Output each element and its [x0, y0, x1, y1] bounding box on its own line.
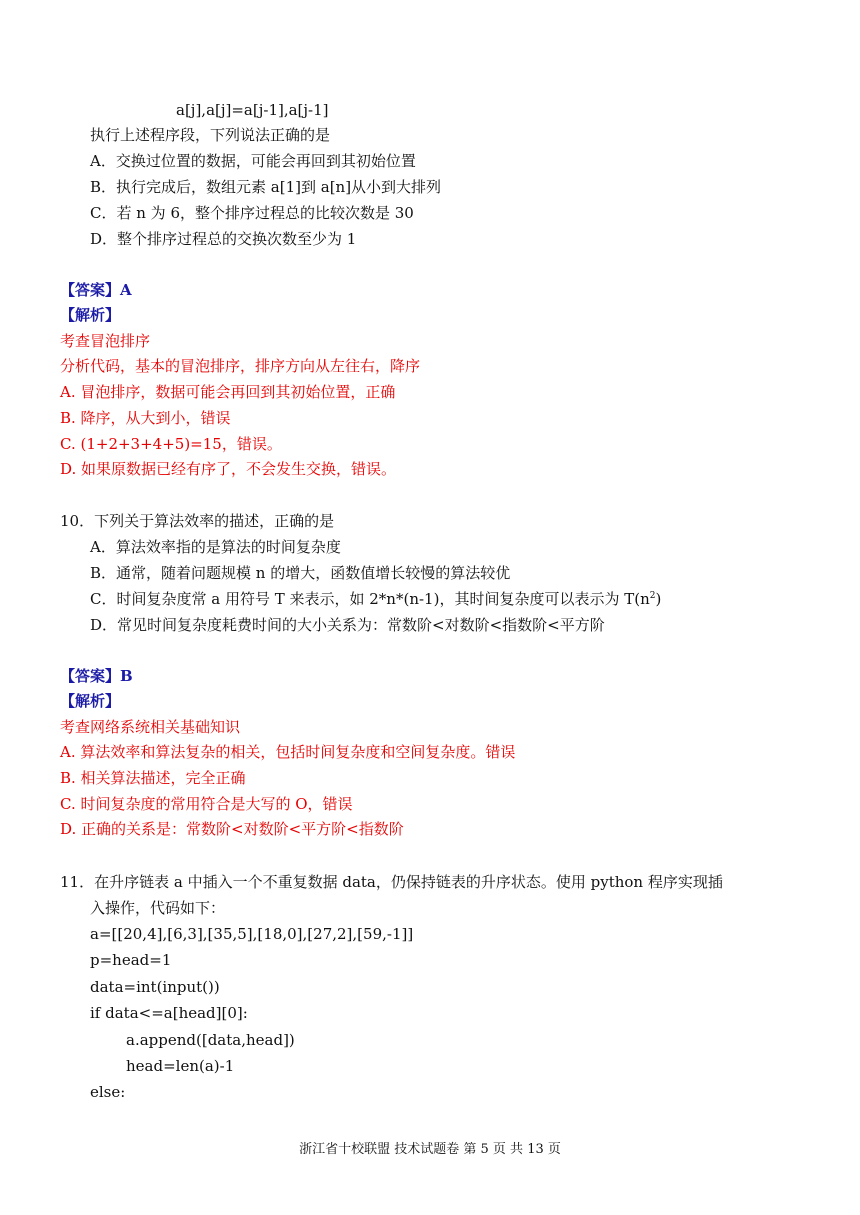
option-c-text: C．时间复杂度常 a 用符号 T 来表示，如 2*n*(n-1)，其时间复杂度可以表示为 T(n	[90, 590, 650, 608]
question-stem: 执行上述程序段，下列说法正确的是	[90, 126, 331, 144]
analysis-line: C. 时间复杂度的常用符合是大写的 O，错误	[60, 795, 353, 813]
analysis-line: 分析代码，基本的冒泡排序，排序方向从左往右，降序	[60, 357, 421, 375]
option-c	[90, 588, 661, 610]
question-stem-cont: 入操作，代码如下：	[90, 899, 226, 917]
question-stem: 10．下列关于算法效率的描述，正确的是	[60, 512, 335, 530]
analysis-line: C. (1+2+3+4+5)=15，错误。	[60, 435, 282, 453]
code-line: data=int(input())	[90, 978, 220, 996]
analysis-line: A. 冒泡排序，数据可能会再回到其初始位置，正确	[60, 383, 396, 401]
code-line: a[j],a[j]=a[j-1],a[j-1]	[176, 101, 329, 119]
analysis-label: 【解析】	[60, 306, 121, 324]
analysis-line: A. 算法效率和算法复杂的相关，包括时间复杂度和空间复杂度。错误	[60, 743, 516, 761]
superscript: 2	[649, 591, 656, 601]
option-c: C．若 n 为 6，整个排序过程总的比较次数是 30	[90, 204, 414, 222]
option-a: A．算法效率指的是算法的时间复杂度	[90, 538, 341, 556]
analysis-line: 考查网络系统相关基础知识	[60, 718, 241, 736]
answer-label: 【答案】A	[60, 281, 132, 299]
option-a: A．交换过位置的数据，可能会再回到其初始位置	[90, 152, 416, 170]
option-d: D．整个排序过程总的交换次数至少为 1	[90, 230, 357, 248]
code-line: p=head=1	[90, 951, 172, 969]
analysis-line: 考查冒泡排序	[60, 332, 151, 350]
answer-label: 【答案】B	[60, 667, 133, 685]
analysis-line: B. 相关算法描述，完全正确	[60, 769, 246, 787]
analysis-line: B. 降序，从大到小，错误	[60, 409, 231, 427]
option-c-close: )	[655, 590, 662, 608]
analysis-line: D. 正确的关系是：常数阶<对数阶<平方阶<指数阶	[60, 820, 404, 838]
option-d: D．常见时间复杂度耗费时间的大小关系为：常数阶<对数阶<指数阶<平方阶	[90, 616, 605, 634]
option-b: B．执行完成后，数组元素 a[1]到 a[n]从小到大排列	[90, 178, 442, 196]
code-line: if data<=a[head][0]:	[90, 1004, 248, 1022]
analysis-label: 【解析】	[60, 692, 121, 710]
analysis-line: D. 如果原数据已经有序了，不会发生交换，错误。	[60, 460, 397, 478]
code-line: head=len(a)-1	[126, 1057, 235, 1075]
option-b: B．通常，随着问题规模 n 的增大，函数值增长较慢的算法较优	[90, 564, 511, 582]
question-stem: 11．在升序链表 a 中插入一个不重复数据 data，仍保持链表的升序状态。使用 python 程序实现插	[60, 873, 723, 891]
page-footer: 浙江省十校联盟 技术试题卷 第 5 页 共 13 页	[299, 1142, 561, 1157]
code-line: a.append([data,head])	[126, 1031, 295, 1049]
code-line: a=[[20,4],[6,3],[35,5],[18,0],[27,2],[59,-1]]	[90, 925, 414, 943]
code-line: else:	[90, 1083, 126, 1101]
